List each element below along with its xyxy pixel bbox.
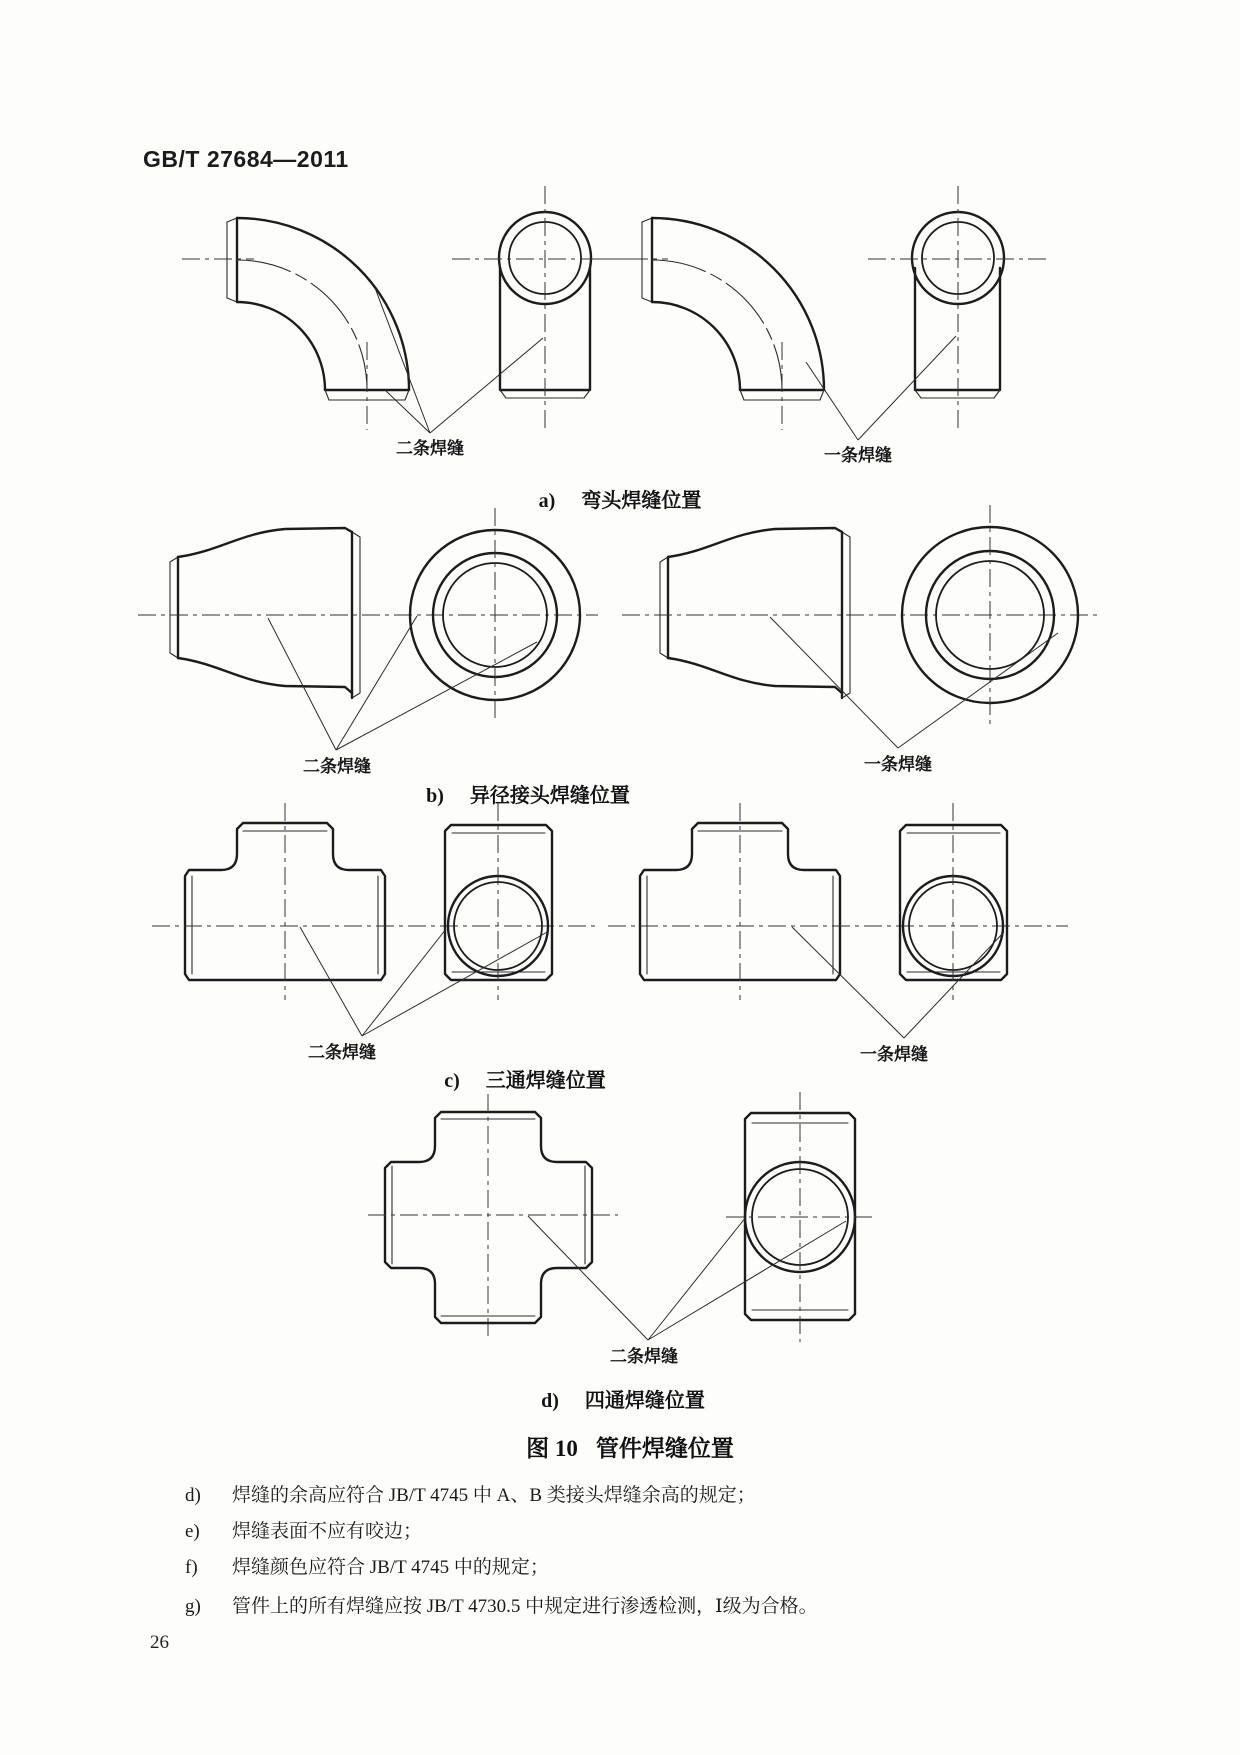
weld-label-elbow-two: 二条焊缝: [396, 439, 464, 458]
elbow-side-view-one-weld: [598, 218, 824, 430]
standard-code: GB/T 27684—2011: [143, 146, 349, 172]
caption-letter: c): [444, 1070, 460, 1092]
leader-lines-cross-two-welds: [528, 1216, 846, 1340]
caption-title: 弯头焊缝位置: [581, 490, 702, 512]
weld-label-tee-two: 二条焊缝: [308, 1043, 376, 1062]
leader-lines-elbow-two-welds: [375, 288, 543, 433]
caption-tee: [444, 1064, 606, 1093]
weld-label-cross-two: 二条焊缝: [610, 1347, 678, 1366]
tee-end-view-one-weld: [900, 803, 1007, 1000]
caption-letter: b): [426, 785, 444, 807]
note-item-f: [185, 1552, 549, 1579]
cross-end-view: [726, 1092, 874, 1342]
elbow-end-view-one-weld: [868, 186, 1050, 428]
weld-label-reducer-one: 一条焊缝: [864, 755, 932, 774]
note-item-g: [185, 1591, 818, 1618]
leader-lines-tee-one-weld: [792, 927, 1004, 1038]
elbow-side-view-two-welds: [182, 218, 409, 430]
note-letter: e): [185, 1521, 200, 1542]
note-text: 焊缝表面不应有咬边；: [232, 1521, 423, 1542]
note-item-d: [185, 1480, 756, 1507]
note-text: 焊缝的余高应符合 JB/T 4745 中 A、B 类接头焊缝余高的规定；: [232, 1485, 756, 1506]
tee-end-view-two-welds: [445, 803, 552, 1000]
note-text: 管件上的所有焊缝应按 JB/T 4730.5 中规定进行渗透检测，Ⅰ级为合格。: [232, 1596, 818, 1617]
figure-number: 图 10: [526, 1436, 578, 1461]
note-item-e: [185, 1516, 422, 1543]
leader-lines-reducer-one-weld: [770, 617, 1058, 748]
reducer-side-view-one-weld: [622, 528, 1098, 698]
caption-reducer: [426, 779, 630, 808]
caption-title: 三通焊缝位置: [485, 1070, 606, 1092]
caption-letter: d): [541, 1390, 559, 1412]
weld-label-reducer-two: 二条焊缝: [303, 757, 371, 776]
caption-elbow: [539, 484, 702, 513]
leader-lines-tee-two-welds: [300, 927, 549, 1036]
figure-caption: [526, 1430, 734, 1463]
note-letter: d): [185, 1485, 201, 1506]
figure-title: 管件焊缝位置: [595, 1436, 734, 1461]
cross-side-view: [368, 1094, 618, 1340]
caption-cross: [541, 1384, 705, 1413]
note-letter: g): [185, 1596, 201, 1617]
caption-letter: a): [538, 490, 556, 512]
note-text: 焊缝颜色应符合 JB/T 4745 中的规定；: [232, 1557, 549, 1578]
weld-label-tee-one: 一条焊缝: [860, 1045, 928, 1064]
page-number: 26: [150, 1632, 169, 1653]
note-letter: f): [185, 1557, 198, 1578]
caption-title: 四通焊缝位置: [584, 1390, 705, 1412]
reducer-side-view-two-welds: [138, 528, 598, 698]
leader-lines-elbow-one-weld: [806, 336, 956, 440]
weld-label-elbow-one: 一条焊缝: [824, 446, 892, 465]
leader-lines-reducer-two-welds: [268, 616, 537, 750]
caption-title: 异径接头焊缝位置: [469, 785, 630, 807]
